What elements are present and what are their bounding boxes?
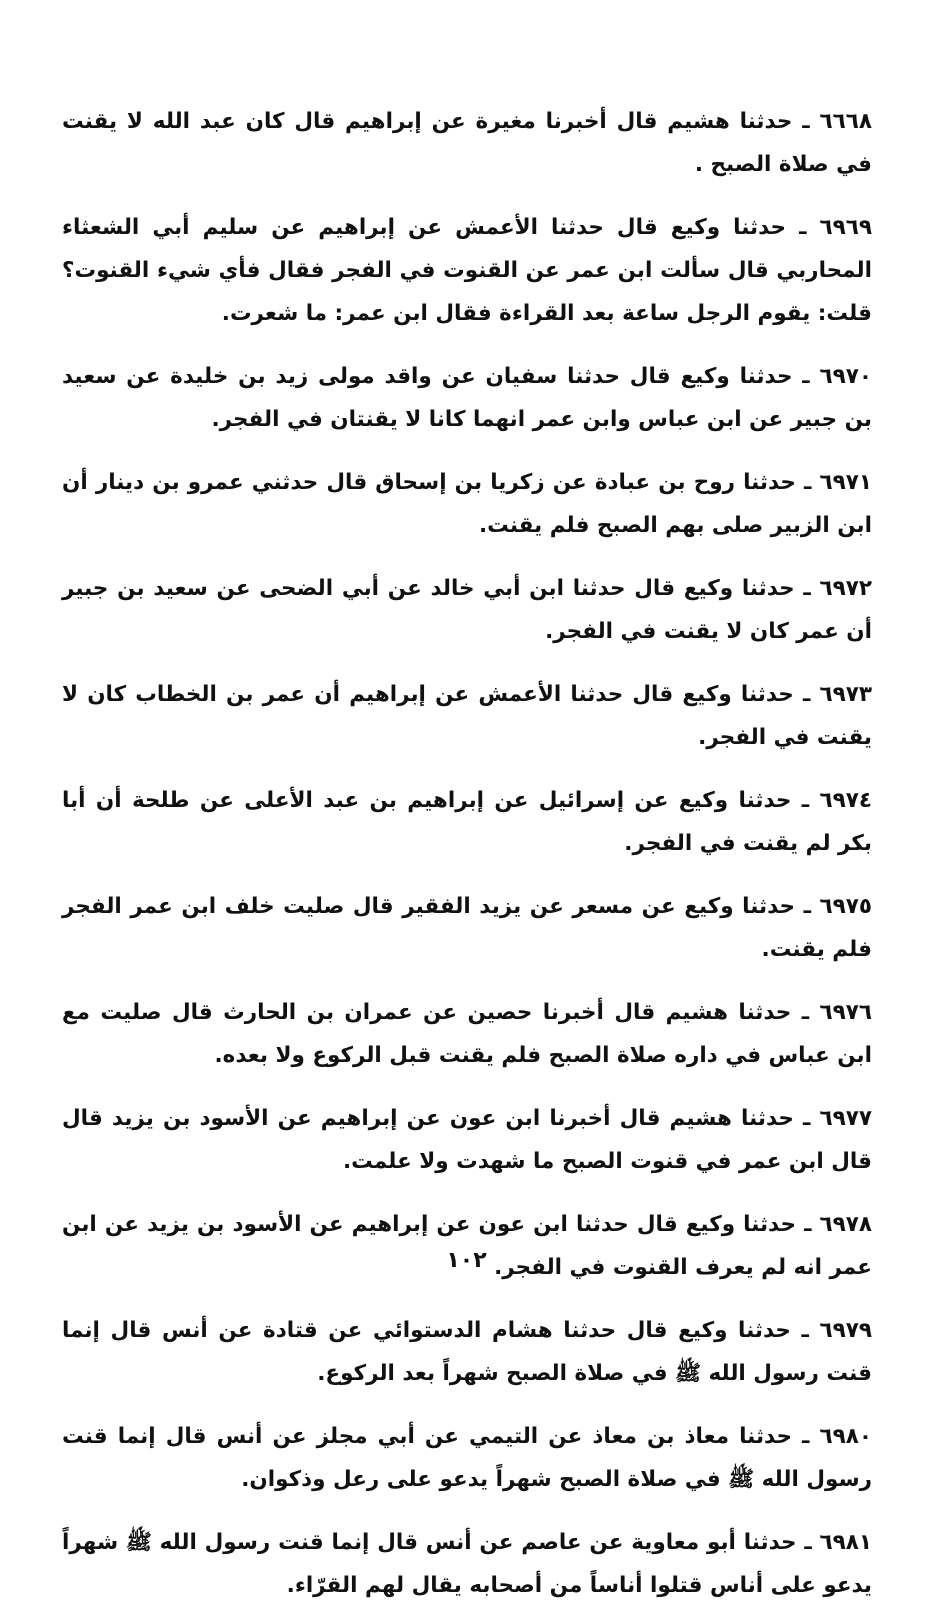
hadith-text: حدثنا هشيم قال أخبرنا ابن عون عن إبراهيم عن الأسود بن يزيد قال قال ابن عمر في قنوت الصبح ما شهدت ولا علمت. [62, 1106, 872, 1174]
separator: ـ [799, 215, 807, 240]
hadith-6668 [62, 100, 872, 186]
hadith-number: ٦٩٦٩ [819, 215, 872, 240]
hadith-text: حدثنا وكيع عن إسرائيل عن إبراهيم بن عبد الأعلى عن طلحة أن أبا بكر لم يقنت في الفجر. [62, 788, 872, 856]
hadith-number: ٦٩٨١ [819, 1530, 872, 1555]
separator: ـ [804, 1530, 812, 1555]
separator: ـ [801, 1000, 810, 1025]
hadith-text: حدثنا روح بن عبادة عن زكريا بن إسحاق قال حدثني عمرو بن دينار أن ابن الزبير صلى بهم الصبح فلم يقنت. [62, 470, 872, 538]
hadith-6980 [62, 1415, 872, 1501]
hadith-number: ٦٩٧٣ [819, 682, 872, 707]
hadith-text: حدثنا هشيم قال أخبرنا حصين عن عمران بن الحارث قال صليت مع ابن عباس في داره صلاة الصبح فلم يقنت قبل الركوع ولا بعده. [62, 1000, 872, 1068]
hadith-number: ٦٩٧٧ [819, 1106, 872, 1131]
hadith-text: حدثنا وكيع قال حدثنا هشام الدستوائي عن قتادة عن أنس قال إنما قنت رسول الله ﷺ في صلاة الصبح شهراً بعد الركوع. [62, 1318, 872, 1386]
hadith-6978 [62, 1203, 872, 1289]
hadith-text: حدثنا وكيع قال حدثنا ابن أبي خالد عن أبي الضحى عن سعيد بن جبير أن عمر كان لا يقنت في الفجر. [62, 576, 872, 644]
hadith-number: ٦٦٦٨ [819, 109, 872, 134]
hadith-text: حدثنا هشيم قال أخبرنا مغيرة عن إبراهيم قال كان عبد الله لا يقنت في صلاة الصبح . [62, 109, 872, 177]
separator: ـ [802, 364, 810, 389]
page-body [62, 100, 872, 1598]
hadith-number: ٦٩٧٠ [819, 364, 872, 389]
hadith-6974 [62, 779, 872, 865]
separator: ـ [802, 109, 810, 134]
hadith-number: ٦٩٧١ [819, 470, 872, 495]
hadith-text: حدثنا وكيع قال حدثنا سفيان عن واقد مولى زيد بن خليدة عن سعيد بن جبير عن ابن عباس وابن عمر انهما كانا لا يقنتان في الفجر. [62, 364, 872, 432]
separator: ـ [802, 1424, 810, 1449]
hadith-6979 [62, 1309, 872, 1395]
separator: ـ [802, 682, 811, 707]
hadith-6981 [62, 1521, 872, 1607]
separator: ـ [804, 1212, 812, 1237]
hadith-6971 [62, 461, 872, 547]
hadith-number: ٦٩٧٢ [819, 576, 872, 601]
hadith-text: حدثنا وكيع قال حدثنا الأعمش عن إبراهيم عن سليم أبي الشعثاء المحاربي قال سألت ابن عمر عن القنوت في الفجر فقال فأي شيء القنوت؟ قلت: يقوم الرجل ساعة بعد القراءة فقال ابن عمر: ما شعرت. [62, 215, 872, 326]
hadith-6973 [62, 673, 872, 759]
hadith-number: ٦٩٧٨ [819, 1212, 872, 1237]
hadith-number: ٦٩٧٥ [819, 894, 872, 919]
hadith-text: حدثنا وكيع قال حدثنا ابن عون عن إبراهيم عن الأسود بن يزيد عن ابن عمر انه لم يعرف القنوت في الفجر. [62, 1212, 872, 1280]
hadith-number: ٦٩٨٠ [819, 1424, 872, 1449]
hadith-6970 [62, 355, 872, 441]
page-number: ١٠٢ [446, 1248, 487, 1273]
separator: ـ [803, 894, 811, 919]
separator: ـ [803, 1106, 811, 1131]
separator: ـ [804, 470, 812, 495]
hadith-6972 [62, 567, 872, 653]
hadith-number: ٦٩٧٤ [819, 788, 872, 813]
hadith-6976 [62, 991, 872, 1077]
hadith-number: ٦٩٧٦ [819, 1000, 872, 1025]
separator: ـ [801, 1318, 809, 1343]
hadith-6969 [62, 206, 872, 335]
hadith-number: ٦٩٧٩ [819, 1318, 872, 1343]
hadith-text: حدثنا وكيع قال حدثنا الأعمش عن إبراهيم أن عمر بن الخطاب كان لا يقنت في الفجر. [62, 682, 872, 750]
separator: ـ [801, 788, 810, 813]
hadith-text: حدثنا وكيع عن مسعر عن يزيد الفقير قال صليت خلف ابن عمر الفجر فلم يقنت. [62, 894, 872, 962]
hadith-6975 [62, 885, 872, 971]
hadith-text: حدثنا أبو معاوية عن عاصم عن أنس قال إنما قنت رسول الله ﷺ شهراً يدعو على أناس قتلوا أناساً من أصحابه يقال لهم القرّاء. [62, 1530, 872, 1598]
separator: ـ [803, 576, 811, 601]
hadith-6977 [62, 1097, 872, 1183]
hadith-text: حدثنا معاذ بن معاذ عن التيمي عن أبي مجلز عن أنس قال إنما قنت رسول الله ﷺ في صلاة الصبح شهراً يدعو على رعل وذكوان. [62, 1424, 872, 1492]
